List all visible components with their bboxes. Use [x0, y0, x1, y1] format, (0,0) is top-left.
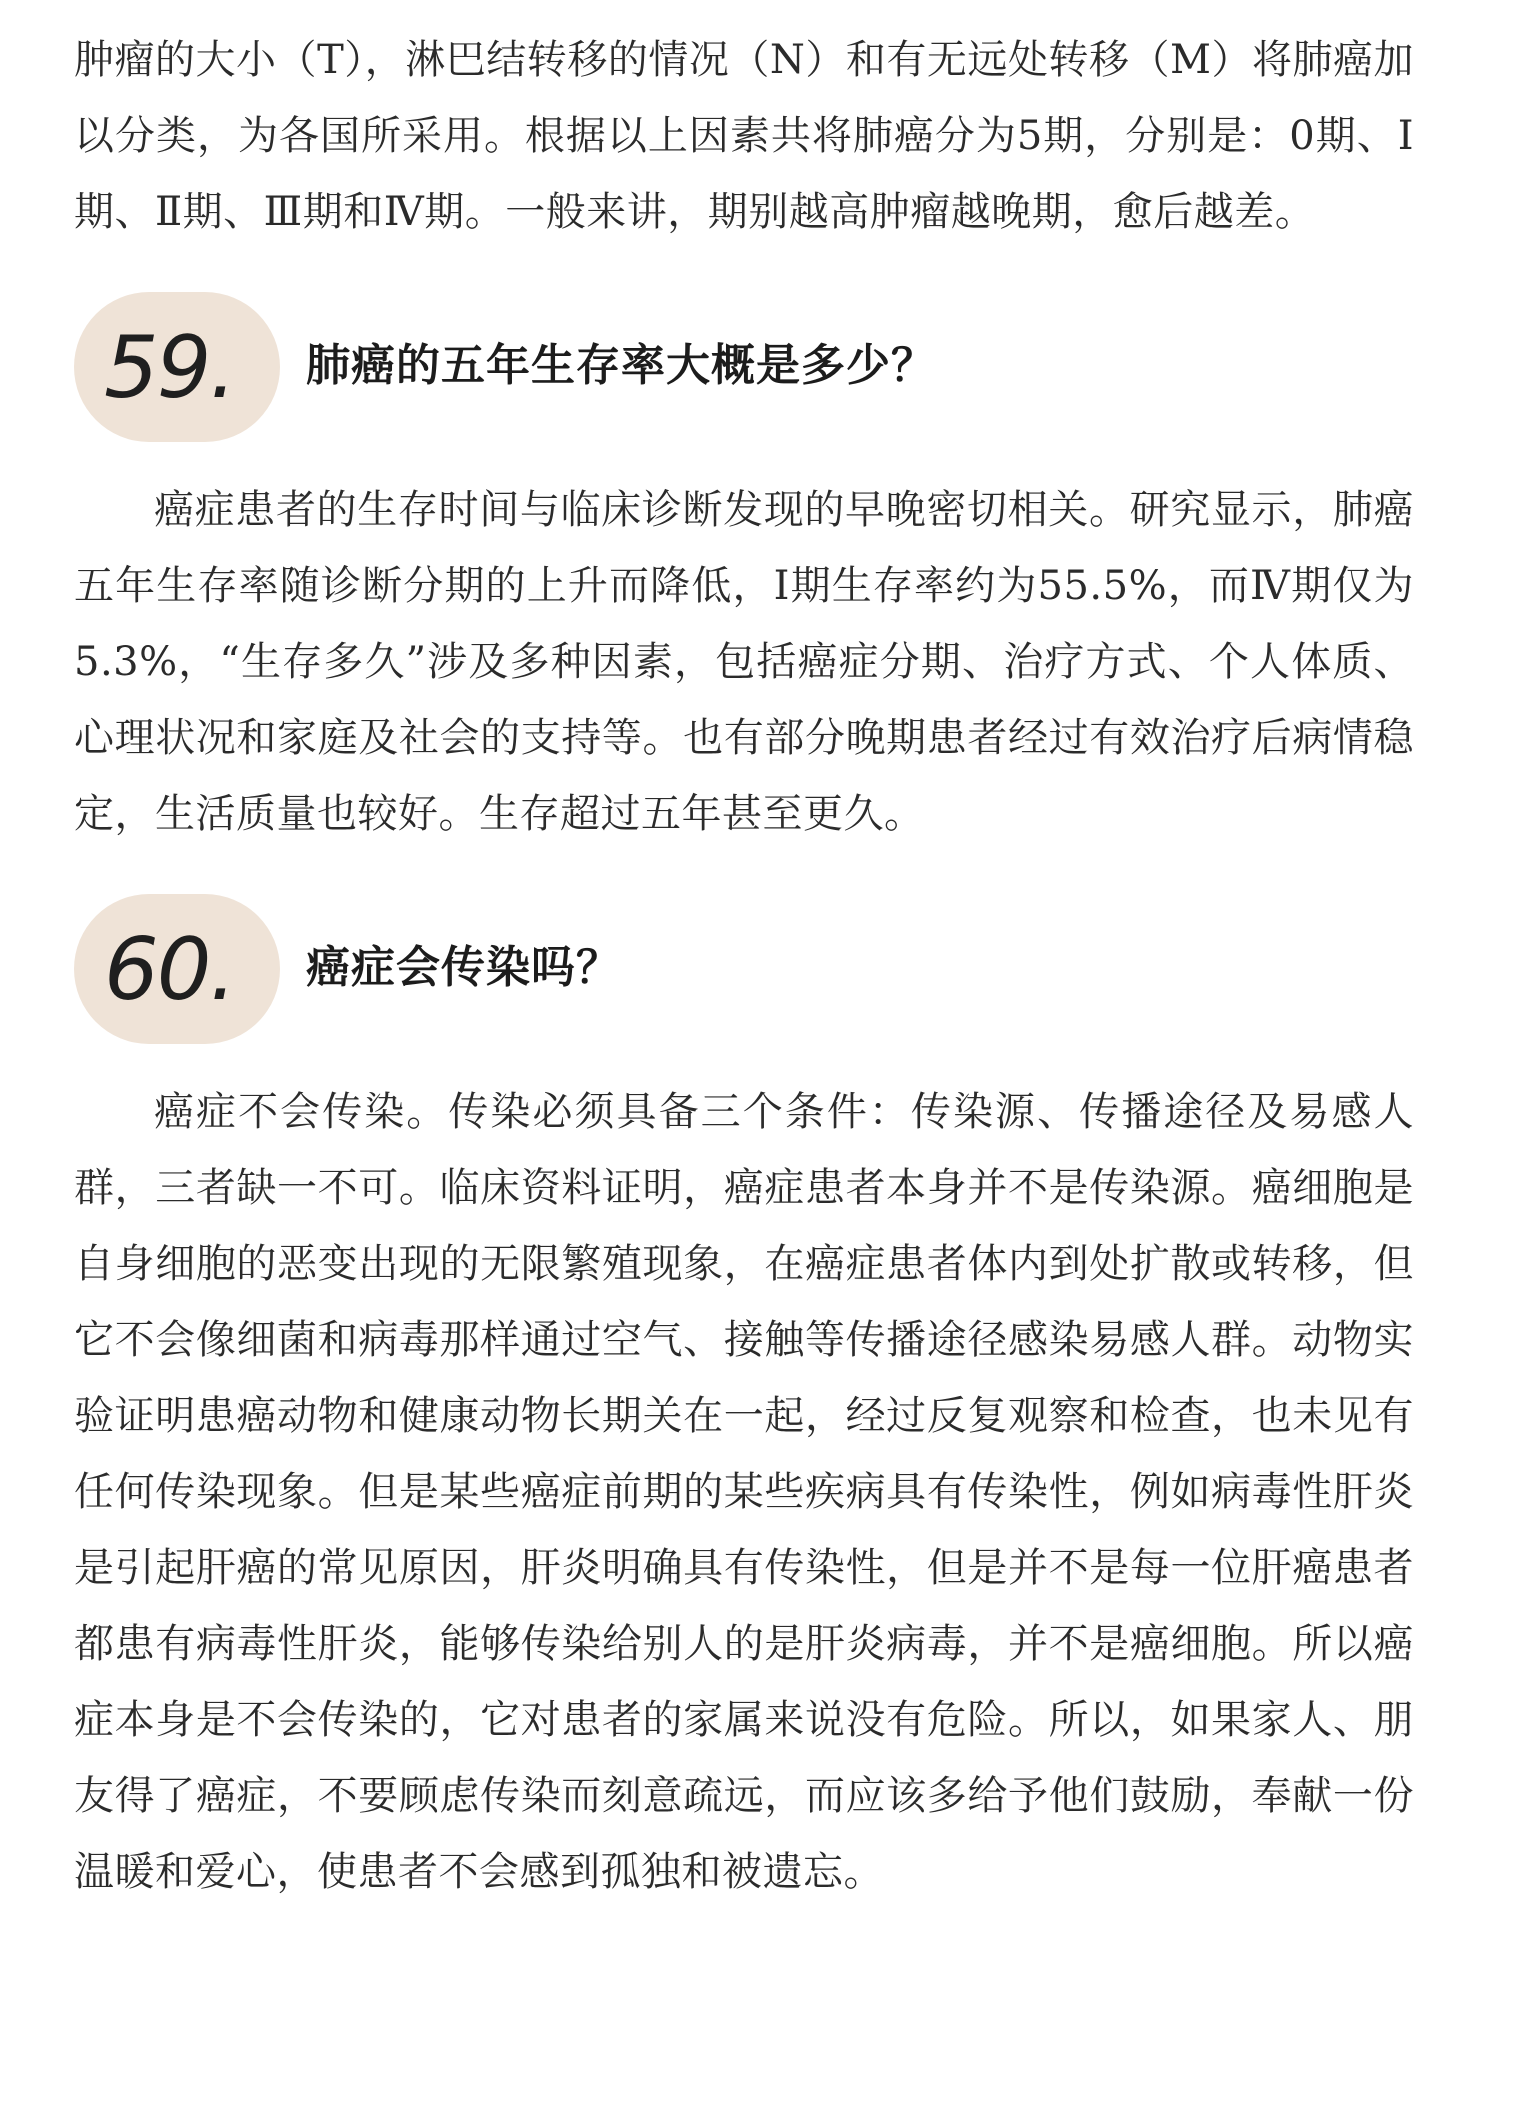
- section-59-header: [74, 292, 1414, 442]
- section-title: 癌症会传染吗？: [306, 942, 621, 993]
- section-60-header: [74, 894, 1414, 1044]
- section-number: 60.: [104, 920, 235, 1020]
- section-number-badge: [74, 292, 280, 442]
- section-60-body: 癌症不会传染。传染必须具备三个条件：传染源、传播途径及易感人群，三者缺一不可。临床资料证明，癌症患者本身并不是传染源。癌细胞是自身细胞的恶变出现的无限繁殖现象，在癌症患者体内到处扩散或转移，但它不会像细菌和病毒那样通过空气、接触等传播途径感染易感人群。动物实验证明患癌动物和健康动物长期关在一起，经过反复观察和检查，也未见有任何传染现象。但是某些癌症前期的某些疾病具有传染性，例如病毒性肝炎是引起肝癌的常见原因，肝炎明确具有传染性，但是并不是每一位肝癌患者都患有病毒性肝炎，能够传染给别人的是肝炎病毒，并不是癌细胞。所以癌症本身是不会传染的，它对患者的家属来说没有危险。所以，如果家人、朋友得了癌症，不要顾虑传染而刻意疏远，而应该多给予他们鼓励，奉献一份温暖和爱心，使患者不会感到孤独和被遗忘。: [74, 1089, 1414, 1895]
- section-number: 59.: [104, 318, 235, 418]
- document-page: [74, 22, 1414, 1910]
- section-59-body: 癌症患者的生存时间与临床诊断发现的早晚密切相关。研究显示，肺癌五年生存率随诊断分期的上升而降低，Ⅰ期生存率约为55.5%，而Ⅳ期仅为5.3%，“生存多久”涉及多种因素，包括癌症分期、治疗方式、个人体质、心理状况和家庭及社会的支持等。也有部分晚期患者经过有效治疗后病情稳定，生活质量也较好。生存超过五年甚至更久。: [74, 487, 1414, 837]
- intro-paragraph: 肿瘤的大小（T），淋巴结转移的情况（N）和有无远处转移（M）将肺癌加以分类，为各国所采用。根据以上因素共将肺癌分为5期，分别是：0期、Ⅰ期、Ⅱ期、Ⅲ期和Ⅳ期。一般来讲，期别越高肿瘤越晚期，愈后越差。: [74, 37, 1414, 235]
- section-number-badge: [74, 894, 280, 1044]
- section-title: 肺癌的五年生存率大概是多少？: [306, 340, 936, 391]
